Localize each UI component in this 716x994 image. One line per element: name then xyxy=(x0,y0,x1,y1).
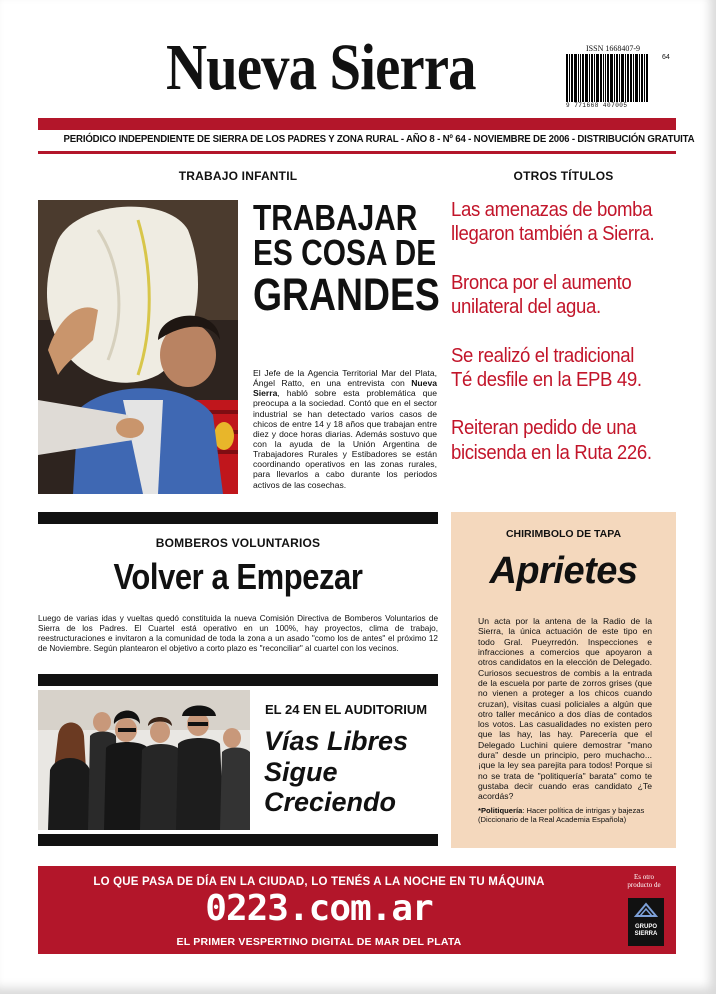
chirimbolo-title: Aprietes xyxy=(489,550,638,592)
otros-item xyxy=(451,416,665,465)
otros-item-line-2: Té desfile en la EPB 49. xyxy=(451,368,642,391)
lead-headline-line-3: GRANDES xyxy=(253,268,440,320)
grupo-logo-line-1: GRUPO xyxy=(634,924,657,930)
grupo-sierra-logo-icon xyxy=(628,898,664,922)
section-divider-bar xyxy=(38,674,438,686)
otros-item-line-1: Las amenazas de bomba xyxy=(451,199,653,221)
lead-body-part-1: El Jefe de la Agencia Territorial Mar del Plata, Ángel Ratto, en una entrevista con xyxy=(253,368,437,389)
chirimbolo-body: Un acta por la antena de la Radio de la Sierra, la única actuación de este tipo en todo Gral. Pueyrredón. Inspecciones e infracciones a comercios que apoyaron a otros candidatos en la elección de Delegado. Curiosos secuestros de combis a la entrada de la escuela por parte de zorros grises (que no vienen a proteger a los chicos cuando cruzan), visitas cuasi policiales a algún que otro taller mecánico a dos días de contados los votos. Las casualidades no existen pero que las hay, las hay. Parecería que el Delegado Luchini quiere demostrar "mano dura" desde un principio, pero muchacho...¡que la ley sea parejita para todos! Porque si no se trata de "politiquería" barata" como te gustaba decir cuando eras candidato ¿Te acordás? xyxy=(478,616,652,802)
band-photo xyxy=(38,690,250,830)
grupo-note xyxy=(624,874,664,889)
auditorium-headline xyxy=(264,726,408,818)
otros-item-line-1: Se realizó el tradicional xyxy=(451,344,635,367)
lead-kicker: TRABAJO INFANTIL xyxy=(178,169,298,183)
lead-body-part-2: , habló sobre esta problemática que preocupa a la sociedad. Contó que en el sector industrial se han detectado varios casos de chicos de entre 14 y 18 años que trabajan entre diez y doce horas diarias. Además sostuvo que con la ayuda de la Unión Argentina de Trabajadores Rurales y Estibadores se están coordinando operativos en las zonas rurales, para llevarlos a cabo durante los periodos activos de las cosechas. xyxy=(253,388,437,490)
footer-site: 0223.com.ar xyxy=(205,888,433,929)
section-divider-bar xyxy=(38,512,438,524)
auditorium-headline-line-1: Vías Libres xyxy=(264,726,409,756)
grupo-note-line-1: Es otro xyxy=(633,873,655,881)
bomberos-kicker: BOMBEROS VOLUNTARIOS xyxy=(155,536,321,550)
footer-slogan: LO QUE PASA DE DÍA EN LA CIUDAD, LO TENÉS A LA NOCHE EN TU MÁQUINA xyxy=(93,876,545,888)
auditorium-headline-line-2: Sigue xyxy=(264,756,338,787)
otros-titulos-list xyxy=(451,198,681,489)
tagline: PERIÓDICO INDEPENDIENTE DE SIERRA DE LOS PADRES Y ZONA RURAL - AÑO 8 - Nº 64 - NOVIEMBRE DE 2006 - DISTRIBUCIÓN GRATUITA xyxy=(63,133,695,145)
barcode xyxy=(566,44,674,114)
chirimbolo-kicker: CHIRIMBOLO DE TAPA xyxy=(505,528,622,540)
otros-item-line-2: bicisenda en la Ruta 226. xyxy=(451,441,652,464)
chirimbolo-footnote xyxy=(478,806,656,825)
lead-body xyxy=(253,368,437,490)
otros-item xyxy=(451,198,665,247)
masthead-red-bar xyxy=(38,118,676,130)
lead-headline-line-1: TRABAJAR xyxy=(253,197,418,238)
footnote-definition: : Hacer política de intrigas y bajezas (Diccionario de la Real Academia Española) xyxy=(478,806,645,825)
barcode-number: 9 771668 407005 xyxy=(566,102,628,109)
tagline-underline xyxy=(38,151,676,154)
footer-banner xyxy=(38,866,676,954)
otros-item xyxy=(451,344,665,393)
otros-kicker: OTROS TÍTULOS xyxy=(513,169,614,183)
grupo-sierra-logo xyxy=(628,898,664,946)
footer-subtitle: EL PRIMER VESPERTINO DIGITAL DE MAR DEL PLATA xyxy=(176,936,462,948)
grupo-logo-line-2: SIERRA xyxy=(634,930,658,937)
auditorium-kicker: EL 24 EN EL AUDITORIUM xyxy=(265,702,428,717)
grupo-logo-text xyxy=(628,924,664,937)
footnote-term: *Politiquería xyxy=(478,806,523,815)
bomberos-headline: Volver a Empezar xyxy=(113,556,363,597)
lead-headline-line-2: ES COSA DE xyxy=(253,232,437,274)
section-divider-bar xyxy=(38,834,438,846)
otros-item-line-2: llegaron también a Sierra. xyxy=(451,223,655,246)
grupo-note-line-2: producto de xyxy=(627,880,661,889)
otros-item xyxy=(451,271,665,320)
bomberos-body: Luego de varias idas y vueltas quedó constituida la nueva Comisión Directiva de Bomberos Voluntarios de Sierra de los Padres. El Cuartel está operativo en un 100%, hay proyectos, clima de trabajo, reestructuraciones e invitaron a la comunidad de toda la zona a un asado "como los de antes" el próximo 12 de Noviembre. Según plantearon el objetivo a corto plazo es "reconciliar" al cuartel con los vecinos. xyxy=(38,614,438,653)
otros-item-line-1: Reiteran pedido de una xyxy=(451,417,637,440)
lead-body-bold: Nueva Sierra xyxy=(253,378,437,399)
lead-headline xyxy=(253,197,443,320)
auditorium-headline-line-3: Creciendo xyxy=(264,787,397,817)
barcode-issue-number: 64 xyxy=(662,54,670,61)
masthead-title: Nueva Sierra xyxy=(166,31,476,104)
chirimbolo-box xyxy=(451,512,676,848)
issn-number: ISSN 1668407-9 xyxy=(586,44,641,53)
otros-item-line-1: Bronca por el aumento xyxy=(451,271,632,294)
otros-item-line-2: unilateral del agua. xyxy=(451,296,601,319)
barcode-bars xyxy=(566,54,658,102)
child-labor-photo xyxy=(38,200,238,494)
